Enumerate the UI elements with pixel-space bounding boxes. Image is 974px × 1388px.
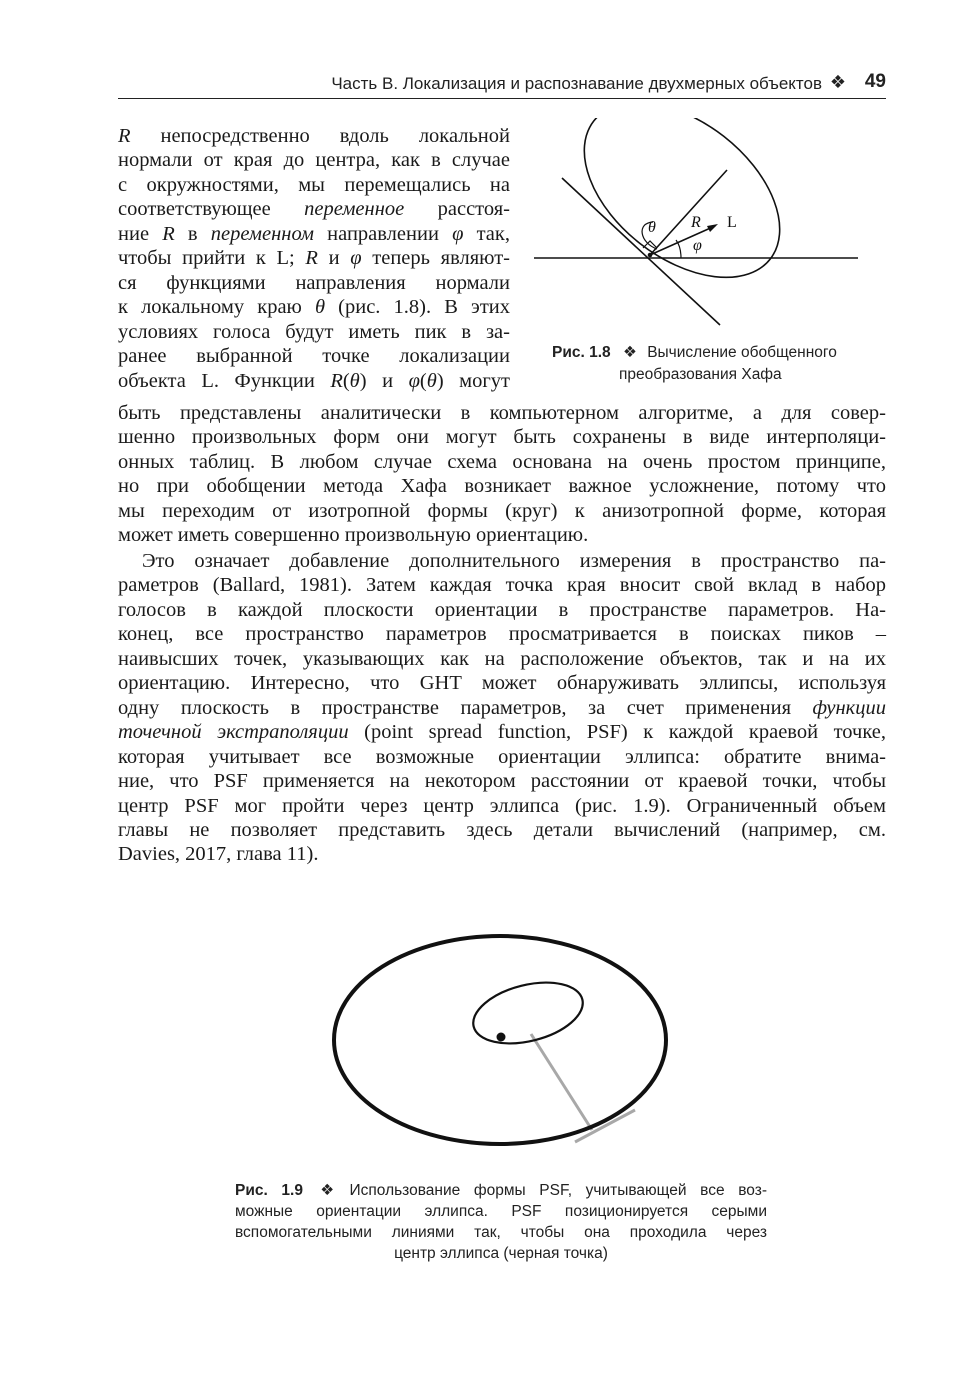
text-line	[118, 173, 510, 197]
text-line	[118, 671, 886, 695]
text-line	[118, 598, 886, 622]
italic-text: θ	[349, 369, 360, 392]
figure-1-9-caption	[235, 1180, 767, 1264]
text-line	[118, 401, 886, 425]
page-number: 49	[864, 71, 886, 92]
text-line	[118, 769, 886, 793]
text-line	[118, 425, 886, 449]
text-segment: (	[419, 369, 427, 392]
ellipse-center-dot	[497, 1033, 506, 1042]
text-line	[118, 523, 886, 547]
text-segment: может иметь совершенно произвольную ориентацию.	[118, 524, 589, 547]
header-title: Часть B. Локализация и распознавание двухмерных объектов	[331, 74, 822, 93]
italic-text: R	[305, 247, 318, 270]
italic-text: переменном	[210, 222, 314, 245]
text-line	[118, 745, 886, 769]
text-line	[118, 647, 886, 671]
psf-small-ellipse	[467, 972, 589, 1053]
text-segment: главы не позволяет представить здесь детали вычислений (например, см.	[118, 818, 886, 841]
text-segment: ние	[118, 222, 163, 245]
text-segment: в	[174, 222, 211, 245]
psf-guide-line	[531, 1034, 592, 1130]
shape-boundary-ellipse	[552, 118, 812, 313]
text-line	[118, 842, 886, 866]
text-line	[118, 499, 886, 523]
text-segment: нормали от края до центра, как в случае	[118, 149, 510, 172]
italic-text: θ	[314, 296, 326, 319]
text-segment: Davies, 2017, глава 11).	[118, 843, 319, 866]
text-segment: (рис. 1.8). В этих	[325, 296, 511, 319]
r-label: R	[691, 214, 701, 231]
text-line	[118, 818, 886, 842]
ornament-icon: ❖	[829, 72, 846, 92]
figure-1-8-label: Рис. 1.8	[552, 344, 611, 361]
figure-1-9-caption-text-3: вспомогательными линиями так, чтобы она проходила через	[235, 1224, 767, 1241]
text-segment: объекта L. Функции	[118, 369, 331, 392]
text-segment: центр PSF мог пройти через центр эллипса (рис. 1.9). Ограниченный объем	[118, 794, 886, 817]
text-line	[118, 271, 510, 295]
text-segment: так,	[463, 222, 510, 245]
text-line	[142, 549, 886, 573]
italic-text: φ	[452, 222, 464, 245]
italic-text: R	[330, 369, 343, 392]
text-line	[118, 573, 886, 597]
edge-point	[648, 253, 653, 258]
text-segment: расстоя-	[404, 198, 510, 221]
text-segment: теперь являют-	[361, 247, 510, 270]
r-arrow-head	[707, 224, 718, 232]
text-segment: с окружностями, мы перемещались на	[118, 173, 510, 196]
text-segment: конец, все пространство параметров просматривается в поисках пиков –	[118, 623, 886, 646]
text-segment: наивысших точек, указывающих как на расположение объектов, так и на их	[118, 647, 886, 670]
figure-1-8	[530, 118, 860, 336]
text-segment: которая учитывает все возможные ориентации эллипса: обратите внима-	[118, 745, 886, 768]
text-segment: к локальному краю	[118, 296, 315, 319]
text-segment: одну плоскость в пространстве параметров, за счет применения	[118, 696, 813, 719]
text-segment: ся функциями направления нормали	[118, 271, 510, 294]
caption-ornament-icon: ❖	[310, 1182, 344, 1199]
italic-text: R	[118, 125, 131, 147]
theta-label: θ	[648, 219, 656, 236]
r-vector-line	[650, 226, 715, 255]
text-line	[118, 246, 510, 270]
normal-line	[650, 170, 727, 255]
text-line	[118, 450, 886, 474]
text-segment: ) и	[359, 369, 409, 392]
text-segment: (point spread function, PSF) к каждой краевой точке,	[348, 721, 886, 744]
phi-label: φ	[693, 237, 702, 254]
figure-1-8-caption-line-2: преобразования Хафа	[619, 366, 782, 383]
italic-text: точечной экстраполяции	[118, 721, 349, 744]
text-segment: чтобы прийти к L;	[118, 247, 306, 270]
running-header	[118, 68, 886, 99]
text-segment: ориентацию. Интересно, что GHT может обнаруживать эллипсы, используя	[118, 672, 886, 695]
text-line	[118, 148, 510, 172]
text-segment: условиях голоса будут иметь пик в за-	[118, 320, 510, 343]
text-segment: и	[317, 247, 351, 270]
text-line	[118, 369, 510, 393]
text-line	[118, 794, 886, 818]
text-segment: Это означает добавление дополнительного измерения в пространство па-	[142, 550, 886, 572]
text-segment: онных таблиц. В любом случае схема основана на очень простом принципе,	[118, 450, 886, 473]
italic-text: φ	[350, 247, 362, 270]
text-line	[118, 124, 510, 148]
figure-1-9-caption-text-1: Использование формы PSF, учитывающей все воз-	[349, 1182, 767, 1199]
l-label: L	[727, 214, 737, 231]
text-line	[118, 222, 510, 246]
text-line	[118, 344, 510, 368]
text-segment: ние, что PSF применяется на некотором расстоянии от краевой точки, чтобы	[118, 770, 886, 793]
text-segment: соответствующее	[118, 198, 305, 221]
figure-1-8-caption-text-1: Вычисление обобщенного	[647, 344, 837, 361]
text-segment: (	[342, 369, 350, 392]
text-segment: быть представлены аналитически в компьютерном алгоритме, а для совер-	[118, 402, 886, 424]
figure-1-9-label: Рис. 1.9	[235, 1182, 303, 1199]
text-segment: голосов в каждой плоскости ориентации в пространстве параметров. На-	[118, 598, 886, 621]
text-segment: но при обобщении метода Хафа возникает важное усложнение, потому что	[118, 475, 886, 498]
italic-text: функции	[812, 696, 886, 719]
text-segment: раметров (Ballard, 1981). Затем каждая точка края вносит свой вклад в набор	[118, 574, 886, 597]
text-segment: мы переходим от изотропной формы (круг) к анизотропной форме, которая	[118, 499, 886, 522]
italic-text: R	[162, 222, 175, 245]
figure-1-9-caption-text-2: можные ориентации эллипса. PSF позиционируется серыми	[235, 1203, 767, 1220]
italic-text: θ	[426, 369, 437, 392]
caption-ornament-icon: ❖	[622, 344, 637, 361]
figure-1-9	[330, 930, 675, 1170]
figure-1-9-caption-text-4: центр эллипса (черная точка)	[394, 1245, 608, 1262]
figure-1-8-caption	[552, 342, 837, 363]
text-line	[118, 696, 886, 720]
text-segment: направлении	[314, 222, 453, 245]
text-segment: ) могут	[436, 369, 510, 392]
italic-text: φ	[408, 369, 420, 392]
text-segment: ранее выбранной точке локализации	[118, 345, 510, 368]
text-segment: непосредственно вдоль локальной	[130, 125, 510, 147]
italic-text: переменное	[304, 198, 405, 221]
text-line	[118, 197, 510, 221]
text-line	[118, 720, 886, 744]
text-line	[118, 474, 886, 498]
text-line	[118, 295, 510, 319]
text-line	[118, 320, 510, 344]
text-segment: шенно произвольных форм они могут быть сохранены в виде интерполяци-	[118, 426, 886, 449]
text-line	[118, 622, 886, 646]
